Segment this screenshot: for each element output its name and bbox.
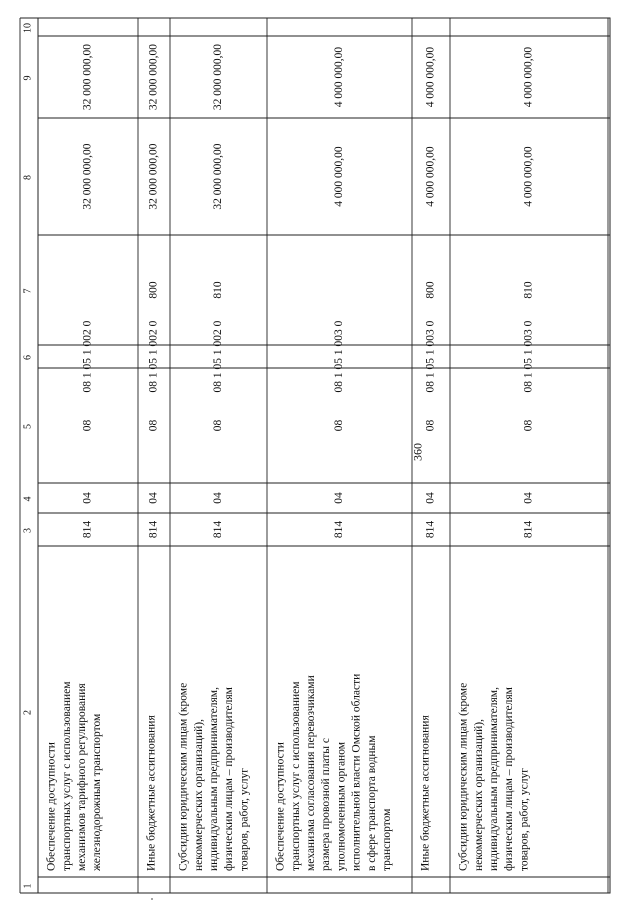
row-1-amount_9: 32 000 000,00 [81, 43, 94, 111]
row-4-name-line: механизма согласования перевозчиками [305, 675, 318, 871]
row-4-name-line: Обеспечение доступности [274, 742, 287, 871]
row-2-expense_type: 800 [147, 281, 160, 299]
row-6-amount_8: 4 000 000,00 [522, 146, 535, 207]
row-2-amount_8: 32 000 000,00 [147, 143, 160, 210]
column-number-6: 6 [22, 355, 34, 360]
row-1-amount_8: 32 000 000,00 [81, 143, 94, 210]
row-5-name-line: Иные бюджетные ассигнования [419, 715, 432, 871]
column-number-10: 10 [22, 23, 34, 33]
row-6-expense_type: 810 [522, 281, 535, 299]
row-1-target: 08 1 05 1 002 0 [81, 320, 94, 393]
row-3-amount_8: 32 000 000,00 [212, 143, 225, 210]
row-4-section: 04 [333, 492, 346, 504]
row-6-section: 04 [522, 492, 535, 504]
row-1-name-line: Обеспечение доступности [45, 742, 58, 871]
row-2-section: 04 [147, 492, 160, 504]
row-6-admin: 814 [522, 520, 535, 539]
row-4-name-line: размера провозной платы с [320, 737, 333, 871]
row-6-name-line: Субсидии юридическим лицам (кроме [457, 682, 470, 871]
column-number-4: 4 [22, 496, 34, 502]
row-4-admin: 814 [333, 520, 346, 539]
row-3-name-line: индивидуальным предпринимателям, [208, 687, 221, 871]
column-number-7: 7 [22, 288, 34, 294]
row-1-subsection: 08 [81, 419, 94, 432]
row-5-amount_9: 4 000 000,00 [424, 46, 437, 108]
column-number-8: 8 [22, 175, 34, 180]
row-3-name-line: товаров, работ, услуг [238, 768, 251, 871]
row-2-admin: 814 [147, 520, 160, 539]
row-6-name-line: физическим лицам – производителям [503, 687, 516, 871]
row-4-subsection: 08 [333, 419, 346, 432]
row-4-amount_9: 4 000 000,00 [333, 46, 346, 108]
row-6-target: 08 1 05 1 003 0 [522, 320, 535, 393]
row-3-name-line: некоммерческих организаций), [192, 718, 205, 871]
row-4-amount_8: 4 000 000,00 [333, 146, 346, 207]
row-4-name-line: транспортных услуг с использованием [289, 681, 302, 871]
row-5-admin: 814 [424, 520, 437, 539]
row-5-expense_type: 800 [424, 281, 437, 299]
row-6-name-line: товаров, работ, услуг [518, 768, 531, 871]
row-1-name-line: транспортных услуг с использованием [60, 681, 73, 871]
row-6-amount_9: 4 000 000,00 [522, 46, 535, 108]
row-1-admin: 814 [81, 520, 94, 539]
row-6-subsection: 08 [522, 419, 535, 432]
row-3-expense_type: 810 [212, 281, 225, 299]
column-number-1: 1 [22, 883, 34, 889]
column-number-2: 2 [22, 710, 34, 715]
row-3-subsection: 08 [212, 419, 225, 432]
row-4-name-line: транспортом [381, 808, 394, 871]
row-6-name-line: индивидуальным предпринимателям, [488, 687, 501, 871]
row-3-amount_9: 32 000 000,00 [212, 43, 225, 111]
row-2-amount_9: 32 000 000,00 [147, 43, 160, 111]
column-number-9: 9 [22, 75, 34, 81]
row-4-target: 08 1 05 1 003 0 [333, 320, 346, 393]
row-2-target: 08 1 05 1 002 0 [147, 320, 160, 393]
row-4-name-line: в сфере транспорта водным [365, 735, 378, 871]
row-5-section: 04 [424, 492, 437, 504]
row-3-section: 04 [212, 492, 225, 504]
row-3-name-line: физическим лицам – производителям [223, 687, 236, 871]
row-3-target: 08 1 05 1 002 0 [212, 320, 225, 393]
row-3-name-line: Субсидии юридическим лицам (кроме [177, 682, 190, 871]
row-3-admin: 814 [212, 520, 225, 539]
row-1-section: 04 [81, 492, 94, 504]
column-number-3: 3 [22, 528, 34, 533]
row-6-name-line: некоммерческих организаций), [472, 718, 485, 871]
row-1-name-line: механизмов тарифного регулирования [76, 683, 89, 871]
row-5-amount_8: 4 000 000,00 [424, 146, 437, 207]
row-4-name-line: уполномоченным органом [335, 741, 348, 871]
row-5-target: 08 1 05 1 003 0 [424, 320, 437, 393]
row-2-subsection: 08 [147, 419, 160, 432]
row-2-name-line: Иные бюджетные ассигнования [145, 715, 158, 871]
row-1-name-line: железнодорожным транспортом [91, 713, 104, 871]
row-4-name-line: исполнительной власти Омской области [350, 673, 363, 871]
page-number: 360 [410, 443, 425, 461]
column-number-5: 5 [22, 424, 34, 429]
row-5-subsection: 08 [424, 419, 437, 432]
